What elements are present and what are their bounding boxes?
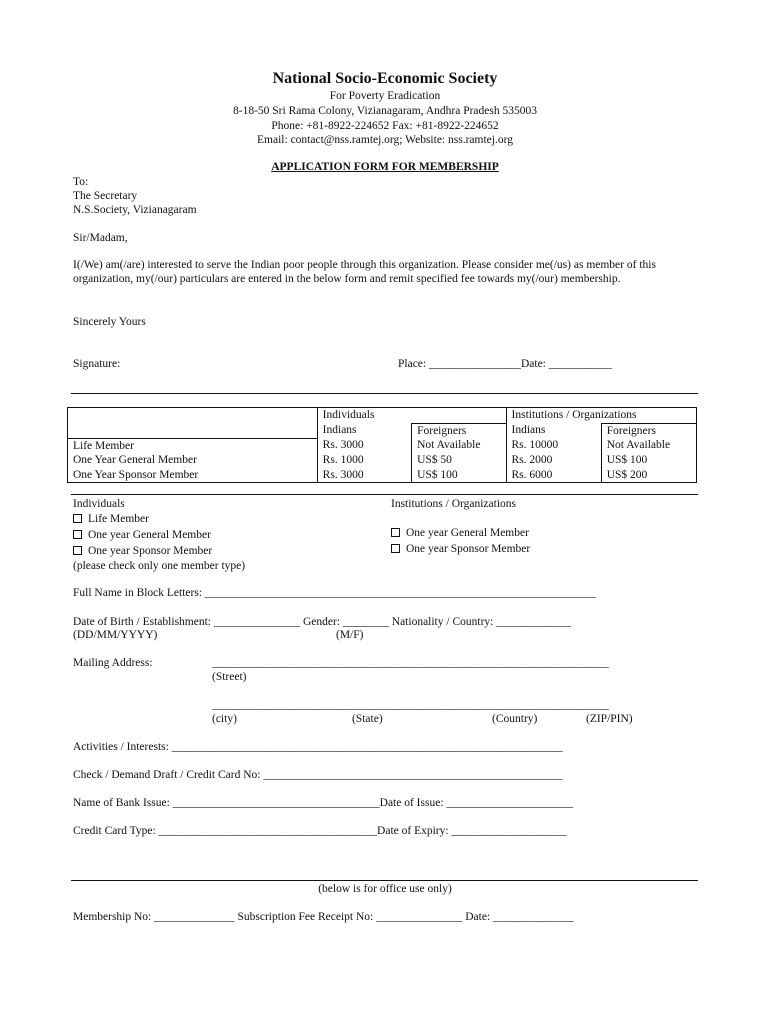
- activities-field[interactable]: Activities / Interests: ____________________________________________________________________: [73, 741, 563, 753]
- organization-phone-fax: Phone: +81-8922-224652 Fax: +81-8922-224652: [271, 120, 499, 132]
- fee-cell: US$ 50: [412, 453, 506, 468]
- table-row: [68, 438, 697, 453]
- place-date-field[interactable]: Place: ________________Date: ___________: [398, 358, 613, 370]
- membership-fee-table: [67, 407, 697, 483]
- option-label: One year Sponsor Member: [406, 543, 531, 555]
- payment-number-field[interactable]: Check / Demand Draft / Credit Card No: ____________________________________________________: [73, 769, 563, 781]
- checkbox-icon[interactable]: [391, 528, 400, 537]
- street-hint: (Street): [212, 671, 247, 683]
- row-label: One Year Sponsor Member: [68, 468, 318, 483]
- organization-tagline: For Poverty Eradication: [329, 90, 441, 102]
- dob-format-hint: (DD/MM/YYYY): [73, 629, 158, 641]
- fee-cell: Rs. 3000: [317, 468, 411, 483]
- checkbox-icon[interactable]: [73, 546, 82, 555]
- office-use-field[interactable]: Membership No: ______________ Subscription Fee Receipt No: _______________ Date: ______________: [73, 911, 574, 923]
- option-label: One year General Member: [406, 527, 529, 539]
- office-use-note: (below is for office use only): [318, 883, 452, 895]
- city-state-country-field[interactable]: _____________________________________________________________________: [212, 699, 609, 711]
- organization-name: National Socio-Economic Society: [272, 70, 498, 87]
- mailing-address-label: Mailing Address:: [73, 657, 153, 669]
- individuals-label: Individuals: [73, 498, 125, 510]
- organization-address: 8-18-50 Sri Rama Colony, Vizianagaram, Andhra Pradesh 535003: [232, 105, 537, 117]
- application-body-text: I(/We) am(/are) interested to serve the Indian poor people through this organization. Please consider me(/us) as member of this organization, my(/our) particulars are entered in the below form and remit specified fee towards my(/our) membership.: [73, 259, 656, 286]
- option-label: Life Member: [88, 513, 149, 525]
- group-header-institutions: Institutions / Organizations: [506, 408, 696, 424]
- subheader-indians: Indians: [317, 423, 411, 438]
- country-hint: (Country): [492, 713, 538, 725]
- bank-issue-field[interactable]: Name of Bank Issue: ____________________________________Date of Issue: ______________________: [73, 797, 573, 809]
- fee-cell: US$ 100: [412, 468, 506, 483]
- option-institution-general-member[interactable]: [391, 526, 529, 540]
- institutions-label: Institutions / Organizations: [391, 498, 517, 510]
- group-header-individuals: Individuals: [317, 408, 506, 424]
- divider-line: [71, 880, 698, 881]
- row-label: One Year General Member: [68, 453, 318, 468]
- table-row: [68, 468, 697, 483]
- table-corner-cell: [68, 423, 318, 438]
- row-label: Life Member: [68, 438, 318, 453]
- checkbox-icon[interactable]: [391, 544, 400, 553]
- divider-line: [71, 494, 698, 495]
- option-institution-sponsor-member[interactable]: [391, 542, 530, 556]
- dob-gender-nationality-field[interactable]: Date of Birth / Establishment: _______________ Gender: ________ Nationality / Country: _____________: [73, 616, 571, 628]
- addressee-line-2: N.S.Society, Vizianagaram: [73, 204, 197, 216]
- fee-cell: Not Available: [412, 438, 506, 453]
- subheader-foreigners: Foreigners: [412, 423, 506, 438]
- table-row: [68, 453, 697, 468]
- fee-cell: US$ 200: [601, 468, 696, 483]
- organization-email-website: Email: contact@nss.ramtej.org; Website: nss.ramtej.org: [257, 134, 513, 146]
- fee-cell: Rs. 1000: [317, 453, 411, 468]
- addressee-line-1: The Secretary: [73, 190, 138, 202]
- option-label: One year Sponsor Member: [88, 545, 213, 557]
- subheader-foreigners: Foreigners: [601, 423, 696, 438]
- salutation: Sir/Madam,: [73, 232, 128, 244]
- fee-cell: Rs. 6000: [506, 468, 601, 483]
- closing: Sincerely Yours: [73, 316, 146, 328]
- fee-cell: Not Available: [601, 438, 696, 453]
- option-life-member[interactable]: [73, 512, 149, 526]
- fee-cell: Rs. 2000: [506, 453, 601, 468]
- fee-cell: Rs. 10000: [506, 438, 601, 453]
- credit-card-type-field[interactable]: Credit Card Type: ______________________________________Date of Expiry: ____________________: [73, 825, 567, 837]
- full-name-field[interactable]: Full Name in Block Letters: ____________________________________________________________________: [73, 587, 596, 599]
- state-hint: (State): [352, 713, 383, 725]
- signature-label: Signature:: [73, 358, 121, 370]
- option-individual-general-member[interactable]: [73, 528, 211, 542]
- fee-cell: US$ 100: [601, 453, 696, 468]
- addressee-to: To:: [73, 176, 89, 188]
- checkbox-icon[interactable]: [73, 514, 82, 523]
- divider-line: [71, 393, 698, 394]
- gender-format-hint: (M/F): [336, 629, 364, 641]
- option-label: One year General Member: [88, 529, 211, 541]
- checkbox-icon[interactable]: [73, 530, 82, 539]
- member-type-note: (please check only one member type): [73, 560, 246, 572]
- street-field[interactable]: _____________________________________________________________________: [212, 657, 609, 669]
- option-individual-sponsor-member[interactable]: [73, 544, 212, 558]
- table-corner-cell: [68, 408, 318, 424]
- zip-hint: (ZIP/PIN): [586, 713, 633, 725]
- fee-cell: Rs. 3000: [317, 438, 411, 453]
- form-title: APPLICATION FORM FOR MEMBERSHIP: [271, 161, 499, 173]
- subheader-indians: Indians: [506, 423, 601, 438]
- city-hint: (city): [212, 713, 237, 725]
